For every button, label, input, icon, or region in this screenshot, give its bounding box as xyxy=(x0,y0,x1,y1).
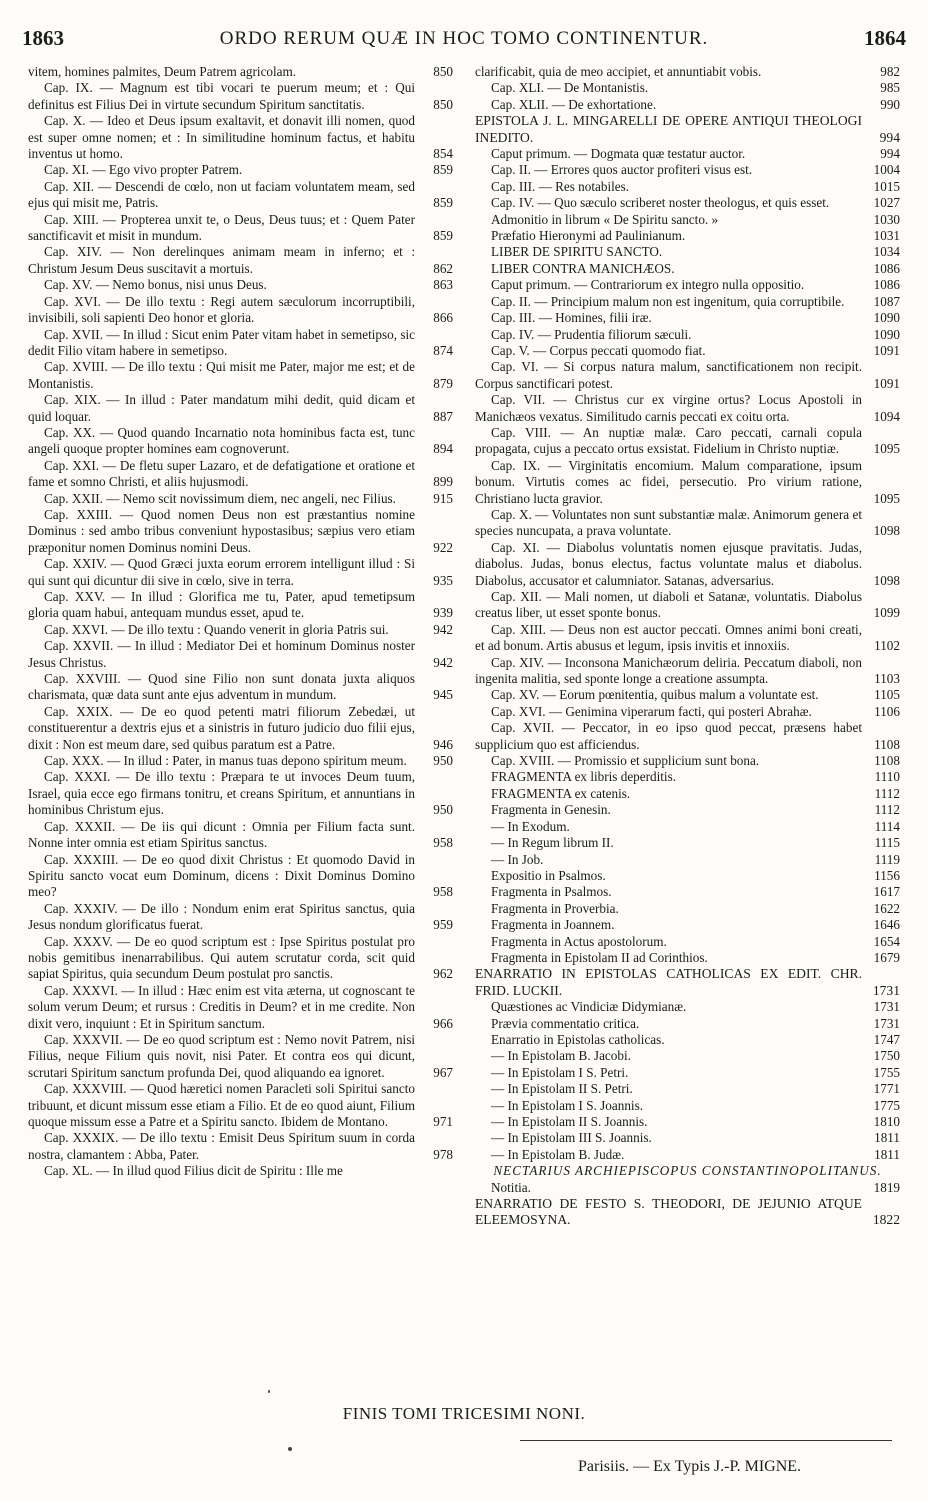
toc-entry-text: Cap. XV. — Nemo bonus, nisi unus Deus. xyxy=(44,277,267,293)
toc-entry xyxy=(28,638,453,671)
toc-entry-text: Præfatio Hieronymi ad Paulinianum. xyxy=(491,228,686,244)
toc-entry xyxy=(475,966,900,999)
toc-entry-text: Cap. IX. — Virginitatis encomium. Malum comparatione, ipsum bonum. Virtutis comes ac fidei, persecutio. Pro virium ratione, Christiano lucta gravior. xyxy=(475,457,862,506)
toc-entry-page: 850 xyxy=(429,64,453,80)
toc-entry xyxy=(475,277,900,293)
toc-entry-text: ENARRATIO IN EPISTOLAS CATHOLICAS EX EDIT. CHR. FRID. LUCKII. xyxy=(475,966,862,998)
toc-entry xyxy=(475,1180,900,1196)
toc-entry xyxy=(475,228,900,244)
toc-entry-text: Cap. XL. — In illud quod Filius dicit de Spiritu : Ille me xyxy=(44,1163,343,1179)
toc-entry xyxy=(475,1114,900,1130)
toc-entry-page: 1622 xyxy=(870,901,900,917)
toc-entry xyxy=(28,753,453,769)
toc-entry-text: clarificabit, quia de meo accipiet, et annuntiabit vobis. xyxy=(475,64,762,79)
toc-entry-text: Cap. X. — Ideo et Deus ipsum exaltavit, et donavit illi nomen, quod est super omne nomen; et : In similitudine hominum factus, et habitu inventus ut homo. xyxy=(28,113,415,162)
toc-entry-text: — In Epistolam II S. Petri. xyxy=(491,1081,633,1097)
toc-entry-text: Cap. II. — Errores quos auctor profiteri visus est. xyxy=(491,162,753,178)
toc-entry-page: 939 xyxy=(413,605,453,621)
toc-entry xyxy=(28,244,453,277)
toc-entry-text: Cap. III. — Res notabiles. xyxy=(491,178,630,194)
toc-entry-text: FRAGMENTA ex catenis. xyxy=(491,785,631,801)
toc-entry-text: Cap. XXVII. — In illud : Mediator Dei et hominum Dominus noster Jesus Christus. xyxy=(28,638,415,670)
toc-entry-text: Cap. XIV. — Non derelinques animam meam in inferno; et : Christum Jesum Deus suscitavit a mortuis. xyxy=(28,244,415,276)
toc-entry xyxy=(28,852,453,901)
toc-entry xyxy=(28,212,453,245)
toc-entry-text: Cap. XXXIII. — De eo quod dixit Christus : Et quomodo David in Spiritu sancto vocat eum Dominum, dicens : Dixit Dominus Domino meo? xyxy=(28,851,415,900)
toc-entry-text: — In Epistolam I S. Joannis. xyxy=(491,1097,644,1113)
toc-entry-text: Cap. XIV. — Inconsona Manichæorum deliria. Peccatum diaboli, non ingenita malitia, sed sponte longe a creatione assumpta. xyxy=(475,654,862,687)
finis-line: FINIS TOMI TRICESIMI NONI. xyxy=(342,1404,586,1423)
toc-entry xyxy=(475,64,900,80)
toc-entry-text: — In Regum librum II. xyxy=(491,835,614,851)
toc-entry xyxy=(475,359,900,392)
toc-entry-text: Cap. XIII. — Deus non est auctor peccati. Omnes animi boni creati, et ad bonum. Artis abusus et legum, ipsis invitis et innoxiis. xyxy=(475,621,862,654)
toc-entry-page: 915 xyxy=(413,491,453,507)
toc-entry xyxy=(475,884,900,900)
toc-entry-page: 1098 xyxy=(854,573,900,589)
toc-entry-page: 1112 xyxy=(871,802,900,818)
toc-entry-text: Enarratio in Epistolas catholicas. xyxy=(491,1031,665,1047)
toc-entry-text: ENARRATIO DE FESTO S. THEODORI, DE JEJUNIO ATQUE ELEEMOSYNA. xyxy=(475,1196,862,1228)
toc-entry xyxy=(475,950,900,966)
toc-entry-text: Cap. XLI. — De Montanistis. xyxy=(491,80,649,96)
toc-entry-page: 1731 xyxy=(869,983,900,999)
toc-entry xyxy=(28,1130,453,1163)
toc-entry-page: 1094 xyxy=(854,409,900,425)
toc-entry-text: Cap. XXV. — In illud : Glorifica me tu, Pater, apud temetipsum gloria quam habui, antequam mundus esset, apud te. xyxy=(28,589,415,621)
toc-entry xyxy=(28,425,453,458)
toc-entry-page: 1031 xyxy=(870,228,900,244)
toc-entry-text: LIBER DE SPIRITU SANCTO. xyxy=(491,244,663,260)
toc-entry xyxy=(475,1130,900,1146)
toc-entry-page: 1091 xyxy=(870,343,900,359)
toc-entry xyxy=(28,80,453,113)
toc-entry-page: 978 xyxy=(413,1147,453,1163)
toc-entry xyxy=(475,310,900,326)
toc-entry-page: 946 xyxy=(413,737,453,753)
toc-entry xyxy=(475,622,900,655)
toc-entry-page: 942 xyxy=(413,622,453,638)
toc-entry xyxy=(475,212,900,228)
toc-entry-page: 1771 xyxy=(870,1081,900,1097)
toc-entry-page: 854 xyxy=(413,146,453,162)
toc-entry-page: 1098 xyxy=(854,523,900,539)
toc-entry-page: 1103 xyxy=(854,671,900,687)
toc-entry-text: Cap. XVIII. — Promissio et supplicium sunt bona. xyxy=(491,753,760,769)
toc-entry-page: 1110 xyxy=(871,769,900,785)
toc-entry-page: 1617 xyxy=(870,884,900,900)
toc-entry-text: Cap. XXI. — De fletu super Lazaro, et de defatigatione et oratione et fame et somno Christi, et aliis hujusmodi. xyxy=(28,457,415,490)
toc-entry xyxy=(475,540,900,589)
toc-entry-page: 971 xyxy=(413,1114,453,1130)
toc-entry-text: Fragmenta in Actus apostolorum. xyxy=(491,933,667,949)
toc-entry xyxy=(475,901,900,917)
toc-entry-page: 959 xyxy=(413,917,453,933)
toc-entry xyxy=(28,934,453,983)
toc-entry-text: FRAGMENTA ex libris deperditis. xyxy=(491,769,677,785)
toc-entry-text: Cap. X. — Voluntates non sunt substantiæ malæ. Animorum genera et species nuncupata, a prava voluntate. xyxy=(475,506,862,539)
toc-entry-page: 982 xyxy=(876,64,900,80)
toc-entry-page: 1108 xyxy=(870,753,900,769)
toc-entry-page: 1811 xyxy=(870,1130,900,1146)
toc-entry xyxy=(28,589,453,622)
toc-entry-text: — In Exodum. xyxy=(491,818,570,834)
toc-entry-text: Cap. IV. — Quo sæculo scriberet noster theologus, et quis esset. xyxy=(491,195,830,211)
toc-entry-text: Cap. IX. — Magnum est tibi vocari te puerum meum; et : Qui definitus est Filius Dei in virtute secundum Spiritum sanctitatis. xyxy=(28,80,415,112)
toc-entry xyxy=(28,622,453,638)
toc-entry-page: 1822 xyxy=(869,1212,900,1228)
ink-speck xyxy=(288,1447,292,1451)
toc-entry-page: 859 xyxy=(413,162,453,178)
toc-entry xyxy=(475,769,900,785)
toc-entry-page: 1034 xyxy=(870,244,900,260)
toc-entry-text: Fragmenta in Joannem. xyxy=(491,917,615,933)
toc-entry-page: 1087 xyxy=(854,294,900,310)
toc-entry xyxy=(475,261,900,277)
toc-entry xyxy=(475,1098,900,1114)
toc-entry-text: Cap. XXIII. — Quod nomen Deus non est præstantius nomine Dominus : sed ambo tribus conveniunt hypostasibus; sæpius vero etiam præponitur nomen Dominus nomini Deus. xyxy=(28,506,415,555)
toc-entry xyxy=(475,97,900,113)
toc-entry xyxy=(475,1147,900,1163)
toc-entry-page: 1105 xyxy=(854,687,900,703)
toc-entry-page: 863 xyxy=(413,277,453,293)
toc-entry xyxy=(28,392,453,425)
toc-entry xyxy=(475,852,900,868)
toc-entry-page: 1106 xyxy=(854,704,900,720)
toc-entry xyxy=(475,1048,900,1064)
toc-entry xyxy=(475,1016,900,1032)
toc-entry xyxy=(475,1163,900,1179)
toc-entry-text: Cap. XXIX. — De eo quod petenti matri filiorum Zebedæi, ut constituerentur a dextris ejus et a sinistris in futuro judicio duo filii ejus, dixit : Non est meum dare, sed quibus paratum est a Patre. xyxy=(28,703,415,752)
toc-entry-text: Cap. XXXIV. — De illo : Nondum enim erat Spiritus sanctus, quia Jesus nondum glorificatus fuerat. xyxy=(28,900,415,933)
toc-entry xyxy=(28,1081,453,1130)
toc-entry-page: 994 xyxy=(860,146,900,162)
toc-entry xyxy=(28,294,453,327)
toc-entry-page: 1015 xyxy=(854,179,900,195)
toc-entry xyxy=(28,556,453,589)
toc-entry-text: Cap. VII. — Christus cur ex virgine ortus? Locus Apostoli in Manichæos vexatus. Similitudo carnis peccati ex coitu orta. xyxy=(475,392,862,424)
toc-entry-text: Cap. VI. — Si corpus natura malum, sanctificationem non recipit. Corpus sanctificari potest. xyxy=(475,359,862,391)
toc-entry-text: Cap. V. — Corpus peccati quomodo fiat. xyxy=(491,342,706,358)
toc-entry-text: Quæstiones ac Vindiciæ Didymianæ. xyxy=(491,999,687,1015)
toc-entry xyxy=(28,162,453,178)
toc-entry-text: Cap. III. — Homines, filii iræ. xyxy=(491,310,652,326)
toc-entry xyxy=(475,819,900,835)
toc-entry-page: 1027 xyxy=(854,195,900,211)
toc-entry-text: Cap. XXXVII. — De eo quod scriptum est : Nemo novit Patrem, nisi Filius, neque Filium quis novit, nisi Pater. Et contra eos qui dicunt, scrutari Spiritum sanctum profunda Dei, quod aliquando ea ignoret. xyxy=(28,1031,415,1080)
toc-entry-text: Cap. XIII. — Propterea unxit te, o Deus, Deus tuus; et : Quem Pater sanctificavit et misit in mundum. xyxy=(28,211,415,244)
toc-entry-page: 1090 xyxy=(870,327,900,343)
toc-entry-text: Cap. XXXIX. — De illo textu : Emisit Deus Spiritum suum in corda nostra, clamantem : Abba, Pater. xyxy=(28,1130,415,1162)
toc-entry xyxy=(475,458,900,507)
toc-entry-text: Cap. XXXV. — De eo quod scriptum est : Ipse Spiritus postulat pro nobis gemitibus inenarrabilibus. Qui autem scrutatur corda, scit quid sapiat Spiritus, quia secundum Deum postulat pro sanctis. xyxy=(28,933,415,982)
toc-entry-page: 1731 xyxy=(870,1016,900,1032)
toc-entry-page: 1030 xyxy=(870,212,900,228)
toc-entry-page: 945 xyxy=(413,687,453,703)
toc-entry-text: Cap. XVI. — De illo textu : Regi autem sæculorum incorruptibili, invisibili, soli sapienti Deo honor et gloria. xyxy=(28,293,415,326)
page-header xyxy=(22,26,906,56)
toc-entry xyxy=(475,507,900,540)
toc-entry-text: Cap. XIX. — In illud : Pater mandatum mihi dedit, quid dicam et quid loquar. xyxy=(28,392,415,424)
toc-entry-page: 1090 xyxy=(870,310,900,326)
toc-entry-text: Cap. VIII. — An nuptiæ malæ. Caro peccati, carnali copula propagata, cujus a peccato ortus exsistat. Fidelium in Christo nuptiæ. xyxy=(475,424,862,457)
toc-entry xyxy=(475,294,900,310)
toc-entry xyxy=(475,244,900,260)
toc-entry-page: 1086 xyxy=(854,277,900,293)
toc-entry-page: 879 xyxy=(413,376,453,392)
toc-entry-page: 1755 xyxy=(870,1065,900,1081)
toc-entry xyxy=(475,999,900,1015)
toc-entry-text: — In Epistolam I S. Petri. xyxy=(491,1064,629,1080)
toc-entry-page: 1731 xyxy=(870,999,900,1015)
toc-entry-page: 862 xyxy=(413,261,453,277)
toc-entry xyxy=(475,1065,900,1081)
toc-entry-page: 994 xyxy=(876,130,900,146)
toc-entry-text: Fragmenta in Proverbia. xyxy=(491,900,619,916)
toc-entry xyxy=(475,179,900,195)
toc-entry-text: Cap. XXVIII. — Quod sine Filio non sunt donata juxta aliquos charismata, quæ data sunt ante ejus adventum in mundum. xyxy=(28,671,415,703)
toc-entry xyxy=(475,802,900,818)
toc-entry-text: — In Epistolam B. Jacobi. xyxy=(491,1048,631,1064)
toc-entry xyxy=(475,934,900,950)
toc-entry-page: 894 xyxy=(413,441,453,457)
toc-entry xyxy=(475,195,900,211)
footer-rule xyxy=(520,1440,892,1441)
toc-entry xyxy=(475,113,900,146)
toc-entry-text: Fragmenta in Epistolam II ad Corinthios. xyxy=(491,949,708,965)
toc-entry-text: Expositio in Psalmos. xyxy=(491,867,606,883)
toc-entry-text: Cap. XXVI. — De illo textu : Quando venerit in gloria Patris sui. xyxy=(44,621,389,637)
toc-entry-text: vitem, homines palmites, Deum Patrem agricolam. xyxy=(28,64,297,79)
toc-entry xyxy=(28,1163,453,1179)
toc-entry-page: 1810 xyxy=(870,1114,900,1130)
toc-entry-page: 1679 xyxy=(870,950,900,966)
toc-entry-text: Cap. IV. — Prudentia filiorum sæculi. xyxy=(491,326,692,342)
toc-entry xyxy=(28,901,453,934)
toc-entry xyxy=(475,720,900,753)
toc-entry-page: 1102 xyxy=(854,638,900,654)
toc-entry-text: Cap. II. — Principium malum non est ingenitum, quia corruptibile. xyxy=(491,293,845,309)
toc-entry xyxy=(475,753,900,769)
toc-entry xyxy=(475,1081,900,1097)
toc-entry xyxy=(28,359,453,392)
toc-entry xyxy=(475,655,900,688)
toc-entry-page: 935 xyxy=(413,573,453,589)
toc-entry xyxy=(28,1032,453,1081)
toc-entry xyxy=(475,162,900,178)
toc-entry-text: — In Epistolam B. Judæ. xyxy=(491,1146,625,1162)
toc-entry-page: 1775 xyxy=(870,1098,900,1114)
toc-entry-page: 899 xyxy=(413,474,453,490)
toc-entry xyxy=(475,425,900,458)
page-number-left: 1863 xyxy=(22,26,64,50)
toc-entry-text: Admonitio in librum « De Spiritu sancto. » xyxy=(491,211,719,227)
toc-entry-text: Cap. XXX. — In illud : Pater, in manus tuas depono spiritum meum. xyxy=(44,753,407,769)
toc-entry-page: 990 xyxy=(876,97,900,113)
toc-entry xyxy=(475,343,900,359)
toc-entry-text: Fragmenta in Psalmos. xyxy=(491,884,612,900)
toc-entry-page: 922 xyxy=(413,540,453,556)
toc-entry-text: NECTARIUS ARCHIEPISCOPUS CONSTANTINOPOLITANUS. xyxy=(493,1163,882,1179)
toc-entry-text: Cap. XXXII. — De iis qui dicunt : Omnia per Filium facta sunt. Nonne inter omnia est etiam Spiritus sanctus. xyxy=(28,818,415,851)
toc-entry-page: 1654 xyxy=(870,934,900,950)
toc-entry-text: Caput primum. — Dogmata quæ testatur auctor. xyxy=(491,146,746,162)
toc-entry xyxy=(475,917,900,933)
toc-entry-text: Cap. XXXVIII. — Quod hæretici nomen Paracleti soli Spiritui sancto tribuunt, et dicunt missum esse etiam a Filio. Et de eo quod aiunt, Filium quoque missum esse a Patre et a Spiritu sancto. Ibidem de Montano. xyxy=(28,1081,415,1129)
toc-entry xyxy=(28,327,453,360)
toc-entry-page: 1747 xyxy=(870,1032,900,1048)
toc-entry-text: Prævia commentatio critica. xyxy=(491,1015,640,1031)
toc-entry xyxy=(475,1196,900,1229)
toc-column-right xyxy=(475,64,900,1229)
toc-entry xyxy=(28,277,453,293)
toc-entry xyxy=(475,146,900,162)
toc-entry-text: Cap. XI. — Ego vivo propter Patrem. xyxy=(44,162,243,178)
toc-entry-text: Cap. XVII. — In illud : Sicut enim Pater vitam habet in semetipso, sic dedit Filio vitam habere in semetipso. xyxy=(28,326,415,358)
toc-entry-text: Cap. XXII. — Nemo scit novissimum diem, nec angeli, nec Filius. xyxy=(44,490,396,506)
toc-entry xyxy=(28,704,453,753)
toc-entry-page: 1095 xyxy=(854,491,900,507)
ink-speck xyxy=(268,1390,270,1393)
toc-entry-page: 1156 xyxy=(870,868,900,884)
toc-entry xyxy=(28,491,453,507)
toc-entry-page: 850 xyxy=(413,97,453,113)
toc-entry xyxy=(475,589,900,622)
toc-entry-text: Cap. XI. — Diabolus voluntatis nomen ejusque pravitatis. Judas, diabolus. Judas, bonus electus, factus voluntate malus et diabolus. Diabolus, accusator et calumniator. Satanas, adversarius. xyxy=(475,539,862,588)
toc-entry xyxy=(28,458,453,491)
toc-entry-text: EPISTOLA J. L. MINGARELLI DE OPERE ANTIQUI THEOLOGI INEDITO. xyxy=(475,113,862,145)
toc-entry-page: 859 xyxy=(413,195,453,211)
toc-entry xyxy=(28,671,453,704)
toc-entry-page: 887 xyxy=(413,409,453,425)
toc-entry-text: Cap. XII. — Descendi de cœlo, non ut faciam voluntatem meam, sed ejus qui misit me, Patris. xyxy=(28,178,415,211)
toc-entry-page: 950 xyxy=(413,753,453,769)
toc-entry-page: 1091 xyxy=(854,376,900,392)
toc-entry-page: 1819 xyxy=(870,1180,900,1196)
toc-entry-page: 966 xyxy=(413,1016,453,1032)
toc-entry-page: 1119 xyxy=(871,852,900,868)
toc-entry xyxy=(475,1032,900,1048)
printer-imprint: Parisiis. — Ex Typis J.-P. MIGNE. xyxy=(578,1458,802,1475)
toc-entry-page: 1099 xyxy=(854,605,900,621)
toc-entry-text: Cap. XLII. — De exhortatione. xyxy=(491,96,657,112)
toc-entry-page: 1114 xyxy=(871,819,900,835)
toc-entry-text: LIBER CONTRA MANICHÆOS. xyxy=(491,260,675,276)
toc-entry-page: 1811 xyxy=(870,1147,900,1163)
toc-entry xyxy=(28,113,453,162)
toc-entry-page: 962 xyxy=(413,966,453,982)
toc-entry xyxy=(28,769,453,818)
running-title: ORDO RERUM QUÆ IN HOC TOMO CONTINENTUR. xyxy=(219,28,709,49)
toc-entry-text: Cap. XII. — Mali nomen, ut diaboli et Satanæ, voluntatis. Diabolus creatus liber, ut esset sponte bonus. xyxy=(475,589,862,621)
toc-entry-page: 1112 xyxy=(871,786,900,802)
toc-entry-text: Cap. XX. — Quod quando Incarnatio nota hominibus facta est, tunc angeli quoque propter homines eam cognoverunt. xyxy=(28,424,415,457)
toc-entry xyxy=(28,179,453,212)
toc-entry-text: Cap. XVII. — Peccator, in eo ipso quod peccat, præsens habet supplicium quo est afficiendus. xyxy=(475,720,862,752)
toc-entry xyxy=(475,327,900,343)
toc-entry-page: 866 xyxy=(413,310,453,326)
toc-entry-page: 1115 xyxy=(871,835,900,851)
toc-entry-page: 950 xyxy=(413,802,453,818)
toc-entry-text: Cap. XXXVI. — In illud : Hæc enim est vita æterna, ut cognoscant te solum verum Deum; et rursus : Creditis in Deum? et in me credite. Non dixit vero, inquiunt : Et in Spiritum sanctum. xyxy=(28,982,415,1031)
toc-entry xyxy=(475,786,900,802)
toc-entry-text: Cap. XVI. — Genimina viperarum facti, qui posteri Abrahæ. xyxy=(491,703,812,719)
toc-entry-page: 958 xyxy=(413,884,453,900)
toc-entry xyxy=(28,983,453,1032)
toc-entry-text: Fragmenta in Genesin. xyxy=(491,802,611,818)
toc-entry-page: 1108 xyxy=(854,737,900,753)
toc-entry xyxy=(475,868,900,884)
toc-column-left xyxy=(28,64,453,1180)
toc-entry-page: 1646 xyxy=(870,917,900,933)
toc-entry-text: Cap. XXXI. — De illo textu : Præpara te ut invoces Deum tuum, Israel, quia ecce ego firmans tonitru, et creans Spiritum, et annuntians in hominibus Christum ejus. xyxy=(28,769,415,818)
toc-entry-page: 1086 xyxy=(870,261,900,277)
toc-entry-text: Cap. XVIII. — De illo textu : Qui misit me Pater, major me est; et de Montanistis. xyxy=(28,359,415,391)
toc-entry-text: Notitia. xyxy=(491,1179,531,1195)
toc-entry-text: Cap. XV. — Eorum pœnitentia, quibus malum a voluntate est. xyxy=(491,687,819,703)
toc-entry-page: 1750 xyxy=(870,1048,900,1064)
toc-entry-page: 985 xyxy=(876,80,900,96)
toc-entry xyxy=(475,835,900,851)
toc-entry xyxy=(475,704,900,720)
toc-entry-page: 1004 xyxy=(854,162,900,178)
toc-entry-text: — In Epistolam II S. Joannis. xyxy=(491,1114,648,1129)
toc-entry-page: 942 xyxy=(413,655,453,671)
toc-entry xyxy=(475,687,900,703)
toc-entry xyxy=(28,819,453,852)
toc-entry-page: 958 xyxy=(413,835,453,851)
toc-entry xyxy=(475,80,900,96)
toc-entry xyxy=(28,64,453,80)
toc-entry xyxy=(475,392,900,425)
toc-entry-page: 859 xyxy=(413,228,453,244)
toc-entry-text: — In Job. xyxy=(491,851,544,867)
toc-entry-page: 874 xyxy=(413,343,453,359)
toc-entry-text: Cap. XXIV. — Quod Græci juxta eorum errorem intelligunt illud : Si qui sunt qui dicuntur dii sive in cœlo, sive in terra. xyxy=(28,556,415,588)
page-number-right: 1864 xyxy=(864,26,906,50)
toc-entry-text: Caput primum. — Contrariorum ex integro nulla oppositio. xyxy=(491,277,805,293)
toc-entry xyxy=(28,507,453,556)
toc-entry-page: 1095 xyxy=(854,441,900,457)
toc-entry-text: — In Epistolam III S. Joannis. xyxy=(491,1130,652,1146)
toc-entry-page: 967 xyxy=(413,1065,453,1081)
